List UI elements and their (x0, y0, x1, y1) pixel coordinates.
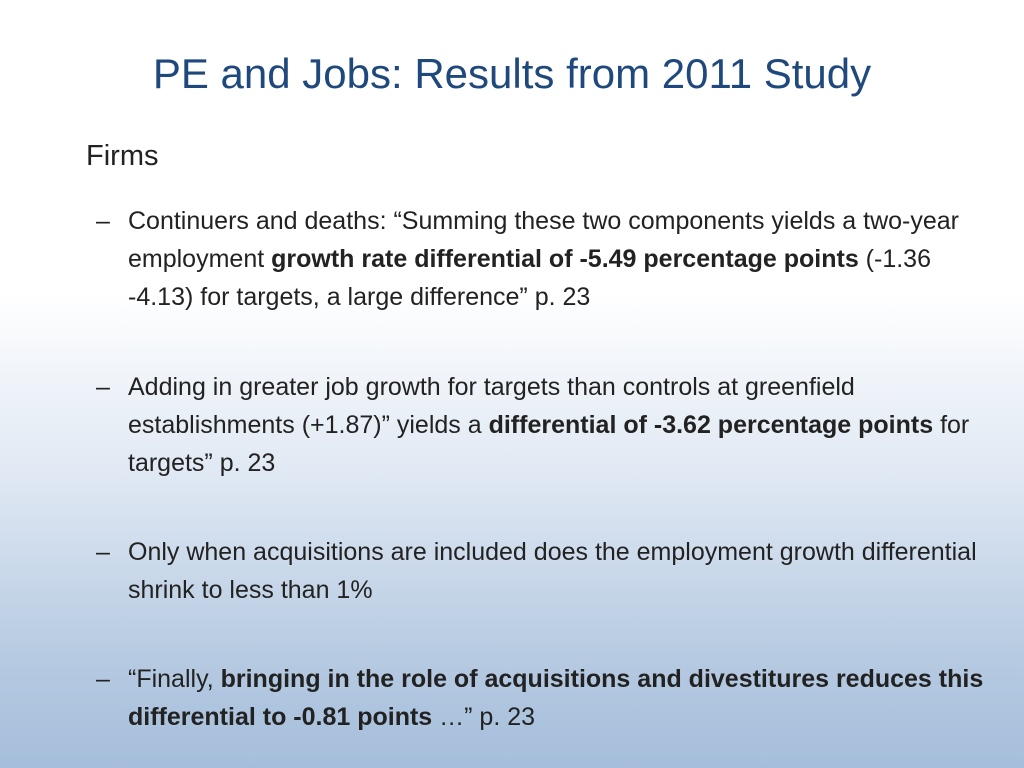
bullet-text (128, 533, 996, 609)
bullet-text (128, 660, 996, 736)
bullet-text-segment: …” p. 23 (432, 703, 536, 731)
dash-bullet-icon: – (96, 207, 110, 235)
slide-title: PE and Jobs: Results from 2011 Study (152, 50, 872, 97)
bullet-bold-segment: bringing in the role of acquisitions and divestitures reduces this differential to -0.81 points (128, 665, 984, 731)
dash-bullet-icon: – (96, 665, 110, 693)
bullet-text-segment: “Finally, (128, 665, 221, 693)
bullet-text-segment: (-1.36 -4.13) for targets, a large difference” p. 23 (128, 245, 931, 311)
bullet-text-segment: for targets” p. 23 (128, 411, 970, 477)
bullet-text-segment: Continuers and deaths: “Summing these two components yields a two-year employment (128, 207, 959, 273)
section-heading: Firms (86, 140, 159, 172)
bullet-text (128, 202, 996, 316)
bullet-text (128, 368, 996, 482)
bullet-text-segment: Adding in greater job growth for targets than controls at greenfield establishments (+1.87)” yields a (128, 373, 855, 439)
dash-bullet-icon: – (96, 373, 110, 401)
bullet-bold-segment: growth rate differential of -5.49 percentage points (271, 245, 859, 273)
bullet-text-segment: Only when acquisitions are included does the employment growth differential shrink to less than 1% (128, 538, 977, 604)
dash-bullet-icon: – (96, 538, 110, 566)
bullet-bold-segment: differential of -3.62 percentage points (488, 411, 934, 439)
